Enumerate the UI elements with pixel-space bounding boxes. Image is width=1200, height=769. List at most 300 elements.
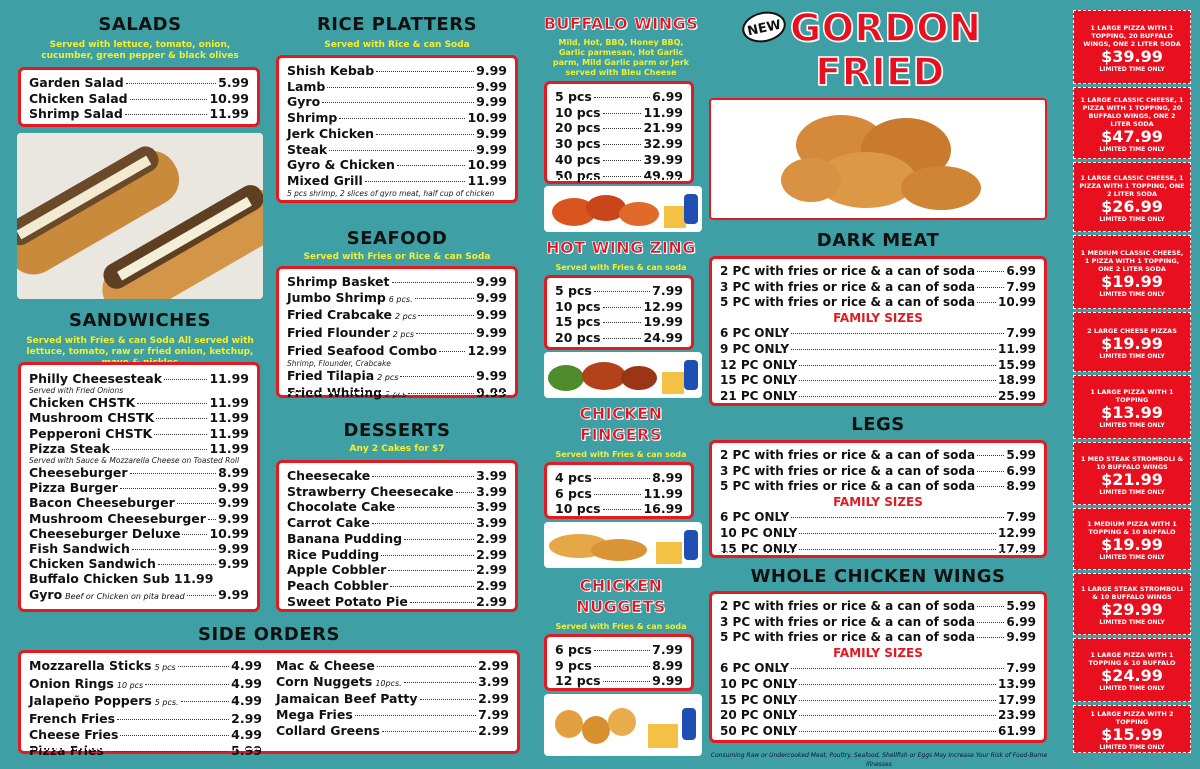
dot-leader <box>400 376 474 377</box>
family-sizes-label: FAMILY SIZES <box>833 311 923 326</box>
item-name: 12 pcs <box>555 673 601 689</box>
promo-card <box>1073 638 1191 702</box>
item-name: Steak <box>287 141 328 157</box>
promo-limited: LIMITED TIME ONLY <box>1099 619 1165 626</box>
menu-item <box>720 724 1036 740</box>
item-detail: 5 pcs. <box>154 698 179 708</box>
item-name: 10 pcs <box>555 298 601 314</box>
promo-card <box>1073 162 1191 232</box>
item-price: 9.99 <box>476 125 507 141</box>
item-price: 3.99 <box>476 468 507 483</box>
dot-leader <box>187 595 216 596</box>
item-name: 3 PC with fries or rice & a can of soda <box>720 279 976 294</box>
item-price: 2.99 <box>478 658 509 673</box>
promo-description: 1 LARGE PIZZA WITH 1 TOPPING & 10 BUFFALO <box>1088 651 1176 667</box>
item-name: Fish Sandwich <box>29 541 130 557</box>
menu-item <box>720 510 1036 526</box>
item-name: Fried Whiting <box>287 385 383 401</box>
item-detail: 10pcs. <box>375 678 402 688</box>
item-price: 10.99 <box>998 295 1036 310</box>
item-price: 5.99 <box>1006 599 1036 613</box>
menu-item <box>555 152 683 168</box>
item-name: Buffalo Chicken Sub 11.99 <box>29 571 214 587</box>
promo-price: $26.99 <box>1101 197 1163 216</box>
dot-leader <box>791 668 1004 669</box>
item-name: Bacon Cheeseburger <box>29 495 175 511</box>
dot-leader <box>603 128 642 129</box>
item-price: 11.99 <box>209 371 249 386</box>
item-price: 9.99 <box>476 385 507 401</box>
nuggets-title-1: CHICKEN <box>579 576 663 595</box>
dot-leader <box>376 71 474 72</box>
dot-leader <box>182 534 207 535</box>
item-price: 2.99 <box>231 711 262 727</box>
item-name: 6 pcs <box>555 642 592 657</box>
item-price: 4.99 <box>231 726 262 742</box>
dot-leader <box>594 478 650 479</box>
dot-leader <box>420 699 477 700</box>
item-name: Gyro <box>287 94 321 110</box>
item-price: 6.99 <box>1006 264 1036 278</box>
brand-title-line1: GORDON <box>790 6 982 50</box>
dot-leader <box>415 298 475 299</box>
promo-limited: LIMITED TIME ONLY <box>1099 488 1165 496</box>
item-name: 21 PC ONLY <box>720 388 798 403</box>
dot-leader <box>603 160 642 161</box>
item-name: 12 PC ONLY <box>720 357 798 372</box>
menu-item <box>29 395 249 410</box>
promo-card <box>1073 10 1191 84</box>
menu-item <box>287 142 507 158</box>
item-name: Mushroom Cheeseburger <box>29 510 206 526</box>
seafood-menu-box <box>276 266 518 401</box>
promo-limited: LIMITED TIME ONLY <box>1099 422 1165 429</box>
dot-leader <box>594 666 650 667</box>
item-price: 2.99 <box>478 722 509 738</box>
menu-item <box>29 711 262 727</box>
item-name: Jamaican Beef Patty <box>276 691 418 707</box>
promo-card <box>1073 87 1191 159</box>
item-price: 11.99 <box>209 106 249 122</box>
dot-leader <box>799 380 996 381</box>
item-price: 9.99 <box>476 274 507 289</box>
item-price: 9.99 <box>476 63 507 78</box>
item-price: 2.99 <box>476 593 507 609</box>
item-price: 25.99 <box>998 388 1036 403</box>
fingers-image <box>544 522 702 568</box>
promo-price: $39.99 <box>1101 47 1163 66</box>
dot-leader <box>418 315 474 316</box>
promo-price: $19.99 <box>1101 334 1163 353</box>
menu-item <box>276 707 509 723</box>
menu-item <box>29 676 262 694</box>
item-price: 9.99 <box>218 510 249 526</box>
menu-item <box>287 343 507 359</box>
dot-leader <box>977 606 1004 607</box>
dot-leader <box>791 349 996 350</box>
menu-item <box>287 126 507 142</box>
sandwiches-title: SANDWICHES <box>69 310 211 331</box>
dot-leader <box>977 455 1004 456</box>
menu-item <box>287 307 507 325</box>
promo-description: 1 LARGE PIZZA WITH 1 TOPPING <box>1090 388 1174 404</box>
dot-leader <box>977 471 1004 472</box>
dot-leader <box>799 533 996 534</box>
dot-leader <box>327 87 474 88</box>
promo-limited: LIMITED TIME ONLY <box>1099 216 1165 223</box>
promo-limited: LIMITED TIME ONLY <box>1099 744 1165 751</box>
dot-leader <box>977 287 1004 288</box>
dot-leader <box>603 322 642 323</box>
dot-leader <box>791 517 1004 518</box>
dot-leader <box>439 351 465 352</box>
item-detail: Beef or Chicken on pita bread <box>65 591 185 601</box>
menu-item <box>29 511 249 526</box>
promo-description: 1 LARGE STEAK STROMBOLI & 10 BUFFALO WINGS <box>1080 585 1184 601</box>
menu-item <box>29 658 262 676</box>
item-price: 9.99 <box>218 586 249 602</box>
legs-title: LEGS <box>851 414 905 435</box>
promo-card <box>1073 375 1191 439</box>
item-price: 9.99 <box>652 673 683 689</box>
dot-leader <box>977 271 1004 272</box>
promo-description: 2 LARGE CHEESE PIZZAS <box>1087 327 1177 335</box>
nuggets-title-2: NUGGETS <box>576 597 666 616</box>
promo-description: 1 MEDIUM PIZZA WITH 1 TOPPING & 10 BUFFALO <box>1087 520 1177 536</box>
menu-item <box>287 173 507 189</box>
item-name: 6 PC ONLY <box>720 326 790 341</box>
salads-title: SALADS <box>98 14 182 35</box>
desserts-menu-box <box>276 460 518 612</box>
item-price: 4.99 <box>231 675 262 691</box>
item-name: 6 PC ONLY <box>720 661 790 676</box>
promo-description: 1 MED STEAK STROMBOLI & 10 BUFFALO WINGS <box>1080 454 1184 471</box>
menu-item <box>29 410 249 425</box>
seafood-subtitle: Served with Fries or Rice & can Soda <box>303 252 491 262</box>
item-name: 15 PC ONLY <box>720 373 798 388</box>
item-price: 13.99 <box>998 676 1036 691</box>
menu-item <box>29 371 249 386</box>
item-name: Jalapeño Poppers <box>29 693 152 709</box>
item-price: 3.99 <box>476 515 507 531</box>
item-name: Corn Nuggets <box>276 673 373 689</box>
item-name: Garden Salad <box>29 75 124 90</box>
item-price: 23.99 <box>998 708 1036 723</box>
menu-item <box>287 79 507 95</box>
menu-item <box>287 110 507 126</box>
dot-leader <box>799 365 996 366</box>
menu-item <box>555 136 683 152</box>
zing-photo <box>544 352 702 398</box>
menu-item <box>29 541 249 556</box>
item-price: 12.99 <box>643 298 683 314</box>
item-price: 5.99 <box>231 742 262 758</box>
item-note: Served with Fried Onions <box>29 386 124 396</box>
item-price: 61.99 <box>998 723 1036 738</box>
dot-leader <box>117 719 229 720</box>
menu-item <box>555 470 683 486</box>
item-price: 5.99 <box>218 75 249 90</box>
nuggets-photo <box>544 694 702 756</box>
item-price: 17.99 <box>998 692 1036 707</box>
item-price: 2.99 <box>478 691 509 707</box>
dot-leader <box>977 637 1004 638</box>
item-name: French Fries <box>29 711 116 727</box>
dot-leader <box>799 549 996 550</box>
whole-wings-menu-box <box>709 591 1047 743</box>
item-name: Chocolate Cake <box>287 499 396 515</box>
dot-leader <box>158 564 216 565</box>
dot-leader <box>603 144 642 145</box>
item-name: Pizza Fries <box>29 742 104 758</box>
item-price: 9.99 <box>218 541 249 557</box>
item-name: 3 PC with fries or rice & a can of soda <box>720 614 976 629</box>
seafood-title: SEAFOOD <box>346 228 448 249</box>
item-name: 20 PC ONLY <box>720 708 798 723</box>
item-price: 2.99 <box>476 546 507 562</box>
fingers-subtitle: Served with Fries & can soda <box>555 450 687 459</box>
menu-item <box>720 342 1036 358</box>
menu-item <box>720 661 1036 677</box>
item-price: 9.99 <box>476 94 507 110</box>
rice-menu-box <box>276 55 518 203</box>
item-name: Jumbo Shrimp <box>287 289 386 305</box>
promo-card <box>1073 573 1191 635</box>
promo-limited: LIMITED TIME ONLY <box>1099 146 1165 153</box>
item-detail: 6 pcs. <box>388 294 413 304</box>
rice-title: RICE PLATTERS <box>316 14 478 35</box>
item-name: Chicken Sandwich <box>29 556 156 572</box>
item-name: 2 PC with fries or rice & a can of soda <box>720 448 976 462</box>
buffalo-menu-box <box>544 81 694 184</box>
salads-menu-box <box>18 67 260 127</box>
item-name: 4 pcs <box>555 470 592 485</box>
item-name: Fried Flounder <box>287 325 390 341</box>
item-price: 11.99 <box>209 440 249 456</box>
item-name: 5 PC with fries or rice & a can of soda <box>720 479 976 494</box>
menu-item <box>276 723 509 739</box>
dot-leader <box>791 333 1004 334</box>
promo-price: $29.99 <box>1101 600 1163 619</box>
menu-item <box>720 464 1036 480</box>
item-name: Shrimp Basket <box>287 274 390 289</box>
zing-image <box>544 352 702 398</box>
promo-card <box>1073 442 1191 505</box>
new-badge: NEW <box>739 8 788 46</box>
item-detail: 2 pcs <box>395 312 417 322</box>
item-price: 19.99 <box>643 314 683 330</box>
menu-item <box>720 280 1036 296</box>
dot-leader <box>977 486 1004 487</box>
menu-item <box>555 314 683 330</box>
item-name: 3 PC with fries or rice & a can of soda <box>720 463 976 478</box>
sides-right-column <box>276 658 509 746</box>
menu-item <box>287 578 507 594</box>
dot-leader <box>799 684 996 685</box>
item-price: 17.99 <box>998 541 1036 556</box>
menu-item <box>287 515 507 531</box>
item-price: 9.99 <box>218 495 249 511</box>
zing-title: HOT WING ZING <box>546 238 696 257</box>
menu-item <box>555 486 683 502</box>
item-price: 39.99 <box>643 151 683 167</box>
menu-item <box>287 368 507 386</box>
item-detail: 2 pcs <box>377 372 399 382</box>
item-name: 40 pcs <box>555 151 601 167</box>
dot-leader <box>120 735 229 736</box>
item-price: 32.99 <box>643 136 683 152</box>
dot-leader <box>799 731 996 732</box>
dot-leader <box>388 570 474 571</box>
item-price: 9.99 <box>218 556 249 572</box>
dot-leader <box>125 114 208 115</box>
dot-leader <box>382 731 476 732</box>
item-price: 18.99 <box>998 373 1036 388</box>
promo-price: $19.99 <box>1101 272 1163 291</box>
item-detail: 2 pcs <box>385 390 407 400</box>
item-price: 8.99 <box>652 657 683 673</box>
item-name: Cheesecake <box>287 468 371 483</box>
item-name: 20 pcs <box>555 330 601 346</box>
dot-leader <box>799 700 996 701</box>
family-sizes-label: FAMILY SIZES <box>833 495 923 510</box>
dark-title: DARK MEAT <box>816 230 940 251</box>
item-name: Carrot Cake <box>287 515 370 531</box>
menu-item <box>555 673 683 689</box>
fried-chicken-image <box>711 100 1045 218</box>
item-price: 49.99 <box>643 167 683 183</box>
promo-limited: LIMITED TIME ONLY <box>1099 291 1165 298</box>
menu-item <box>720 630 1036 646</box>
item-price: 8.99 <box>218 465 249 481</box>
item-name: Rice Pudding <box>287 546 380 562</box>
dot-leader <box>106 751 229 752</box>
menu-item <box>720 615 1036 631</box>
item-price: 11.99 <box>643 104 683 120</box>
promo-card <box>1073 705 1191 753</box>
item-price: 5.99 <box>1006 448 1036 462</box>
buffalo-title: BUFFALO WINGS <box>543 14 699 33</box>
dot-leader <box>397 165 466 166</box>
item-name: Shish Kebab <box>287 63 375 78</box>
menu-item <box>287 594 507 610</box>
item-price: 9.99 <box>476 78 507 94</box>
item-price: 9.99 <box>476 141 507 157</box>
promo-price: $19.99 <box>1101 535 1163 554</box>
dot-leader <box>408 393 474 394</box>
dot-leader <box>594 291 650 292</box>
item-name: Pepperoni CHSTK <box>29 425 153 441</box>
item-price: 7.99 <box>1006 510 1036 525</box>
item-price: 12.99 <box>998 525 1036 540</box>
menu-item <box>555 299 683 315</box>
item-name: Lamb <box>287 78 326 94</box>
dot-leader <box>355 715 476 716</box>
menu-item <box>29 693 262 711</box>
dot-leader <box>365 181 466 182</box>
item-price: 6.99 <box>652 89 683 104</box>
cheesesteak-image <box>17 133 263 299</box>
promo-price: $24.99 <box>1101 666 1163 685</box>
item-name: Fried Seafood Combo <box>287 342 438 358</box>
item-price: 3.99 <box>478 673 509 689</box>
item-name: Cheeseburger <box>29 465 128 481</box>
item-name: 9 pcs <box>555 657 592 673</box>
dot-leader <box>404 539 474 540</box>
legs-menu-box <box>709 440 1047 558</box>
item-name: Mixed Grill <box>287 172 363 188</box>
item-name: 2 PC with fries or rice & a can of soda <box>720 599 976 613</box>
item-price: 7.99 <box>652 283 683 298</box>
menu-item <box>287 290 507 308</box>
item-price: 21.99 <box>643 120 683 136</box>
item-name: 6 pcs <box>555 485 592 501</box>
nuggets-menu-box <box>544 634 694 691</box>
item-name: 2 PC with fries or rice & a can of soda <box>720 264 976 278</box>
menu-item <box>720 389 1036 405</box>
item-price: 11.99 <box>209 410 249 426</box>
item-price: 2.99 <box>476 562 507 578</box>
promo-limited: LIMITED TIME ONLY <box>1099 554 1165 561</box>
cheesesteak-photo <box>17 133 263 299</box>
menu-item <box>555 642 683 658</box>
menu-item <box>29 91 249 107</box>
menu-item <box>287 157 507 173</box>
menu-item <box>555 658 683 674</box>
item-price: 11.99 <box>467 172 507 188</box>
item-price: 3.99 <box>476 499 507 515</box>
fingers-title-1: CHICKEN <box>579 404 663 423</box>
promo-card <box>1073 235 1191 309</box>
item-detail: 10 pcs <box>116 680 144 690</box>
item-name: Gyro & Chicken <box>287 157 395 173</box>
menu-item <box>720 708 1036 724</box>
item-name: 50 pcs <box>555 167 601 183</box>
menu-item <box>720 448 1036 464</box>
item-price: 11.99 <box>209 425 249 441</box>
menu-item <box>29 727 262 743</box>
dot-leader <box>404 682 476 683</box>
item-name: Peach Cobbler <box>287 577 389 593</box>
menu-item <box>29 743 262 759</box>
menu-item <box>555 283 683 299</box>
item-price: 15.99 <box>998 357 1036 372</box>
dot-leader <box>145 684 229 685</box>
dot-leader <box>603 681 651 682</box>
item-price: 6.99 <box>1006 463 1036 478</box>
promo-limited: LIMITED TIME ONLY <box>1099 685 1165 692</box>
item-name: Banana Pudding <box>287 530 403 546</box>
sides-left-column <box>29 658 262 758</box>
dot-leader <box>130 99 208 100</box>
promo-card <box>1073 312 1191 372</box>
dot-leader <box>112 449 207 450</box>
item-name: Shrimp Salad <box>29 106 123 122</box>
item-note: 5 pcs shrimp, 2 slices of gyro meat, half cup of chicken <box>287 188 495 198</box>
disclaimer: Consuming Raw or Undercooked Meat, Poultry, Seafood, Shellfish or Eggs May Increase Your Risk of Food-Borne Illnesses <box>710 752 1048 768</box>
menu-item <box>287 499 507 515</box>
dot-leader <box>381 555 474 556</box>
item-name: 15 PC ONLY <box>720 692 798 707</box>
item-price: 7.99 <box>1006 661 1036 676</box>
item-price: 10.99 <box>467 110 507 126</box>
item-name: 10 PC ONLY <box>720 676 798 691</box>
item-name: Shrimp <box>287 110 338 126</box>
dot-leader <box>392 282 475 283</box>
menu-item <box>287 385 507 403</box>
menu-item <box>555 168 683 184</box>
item-price: 9.99 <box>1006 630 1036 645</box>
